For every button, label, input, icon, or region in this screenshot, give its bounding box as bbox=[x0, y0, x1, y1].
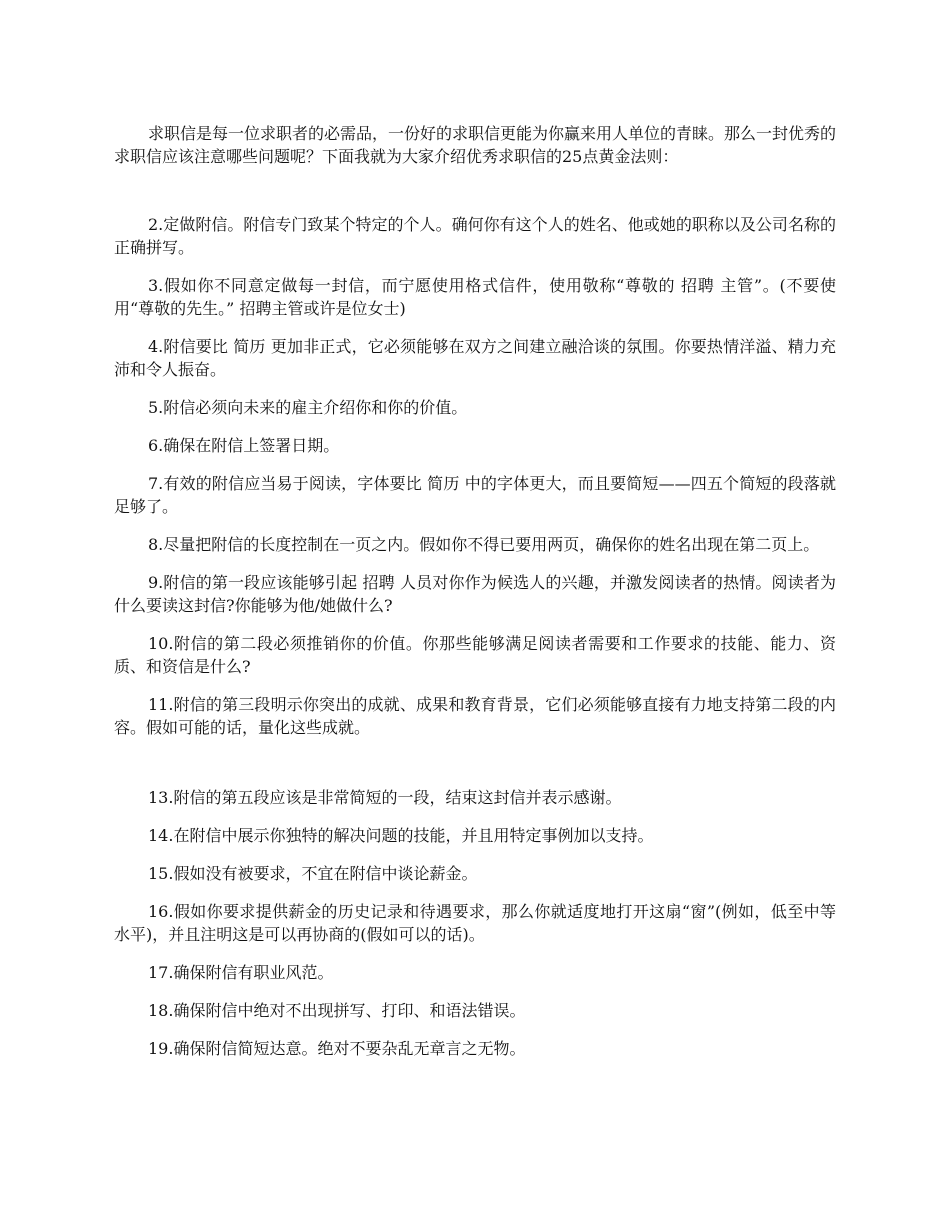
item-10: 10.附信的第二段必须推销你的价值。你那些能够满足阅读者需要和工作要求的技能、能力、资质、和资信是什么? bbox=[114, 634, 836, 676]
item-13: 13.附信的第五段应该是非常简短的一段，结束这封信并表示感谢。 bbox=[148, 788, 622, 807]
document-page bbox=[114, 122, 836, 1075]
item-9: 9.附信的第一段应该能够引起 招聘 人员对你作为候选人的兴趣，并激发阅读者的热情。阅读者为什么要读这封信?你能够为他/她做什么? bbox=[114, 573, 836, 615]
item-5: 5.附信必须向未来的雇主介绍你和你的价值。 bbox=[148, 398, 468, 417]
item-17: 17.确保附信有职业风范。 bbox=[148, 963, 334, 982]
item-7: 7.有效的附信应当易于阅读，字体要比 简历 中的字体更大，而且要简短——四五个简短的段落就足够了。 bbox=[114, 474, 836, 516]
item-4: 4.附信要比 简历 更加非正式，它必须能够在双方之间建立融洽谈的氛围。你要热情洋溢、精力充沛和令人振奋。 bbox=[114, 337, 836, 379]
item-8: 8.尽量把附信的长度控制在一页之内。假如你不得已要用两页，确保你的姓名出现在第二页上。 bbox=[148, 535, 820, 554]
item-3: 3.假如你不同意定做每一封信，而宁愿使用格式信件，使用敬称“尊敬的 招聘 主管”。(不要使用“尊敬的先生。” 招聘主管或许是位女士) bbox=[114, 276, 836, 318]
item-18: 18.确保附信中绝对不出现拼写、打印、和语法错误。 bbox=[148, 1001, 526, 1020]
item-15: 15.假如没有被要求，不宜在附信中谈论薪金。 bbox=[148, 864, 478, 883]
intro-paragraph: 求职信是每一位求职者的必需品，一份好的求职信更能为你赢来用人单位的青睐。那么一封优秀的求职信应该注意哪些问题呢？下面我就为大家介绍优秀求职信的25点黄金法则： bbox=[114, 124, 837, 166]
item-6: 6.确保在附信上签署日期。 bbox=[148, 436, 340, 455]
item-16: 16.假如你要求提供薪金的历史记录和待遇要求，那么你就适度地打开这扇“窗”(例如，低至中等水平)，并且注明这是可以再协商的(假如可以的话)。 bbox=[114, 902, 836, 944]
item-14: 14.在附信中展示你独特的解决问题的技能，并且用特定事例加以支持。 bbox=[148, 826, 654, 845]
item-19: 19.确保附信简短达意。绝对不要杂乱无章言之无物。 bbox=[148, 1039, 526, 1058]
item-2: 2.定做附信。附信专门致某个特定的个人。确何你有这个人的姓名、他或她的职称以及公司名称的正确拼写。 bbox=[114, 215, 836, 257]
item-11: 11.附信的第三段明示你突出的成就、成果和教育背景，它们必须能够直接有力地支持第二段的内容。假如可能的话，量化这些成就。 bbox=[114, 695, 836, 737]
